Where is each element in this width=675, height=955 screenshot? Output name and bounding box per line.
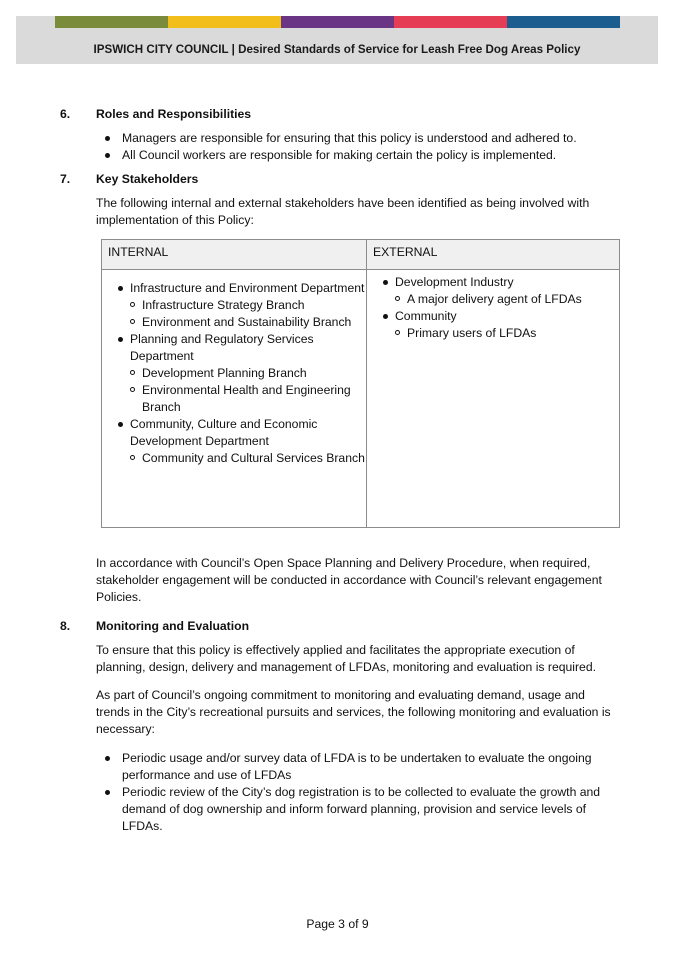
table-header-row	[102, 240, 620, 270]
sub-list	[130, 365, 366, 416]
table-row	[102, 270, 620, 528]
external-list	[367, 274, 619, 342]
strip-segment-purple	[281, 16, 394, 28]
list-item	[367, 274, 619, 308]
section-8-para-1: To ensure that this policy is effectively applied and facilitates the appropriate execution of planning, design, delivery and management of LFDAs, monitoring and evaluation is required.	[96, 643, 596, 674]
section-title: Monitoring and Evaluation	[96, 619, 250, 633]
section-8-bullets	[96, 750, 616, 835]
section-7-outro: In accordance with Council’s Open Space Planning and Delivery Procedure, when required, stakeholder engagement will be conducted in accordance with Council’s relevant engagement Policies.	[96, 556, 602, 604]
sub-list-item: Environment and Sustainability Branch	[130, 314, 366, 331]
section-number: 7.	[60, 172, 71, 186]
internal-list	[102, 280, 366, 467]
list-item: Managers are responsible for ensuring that this policy is understood and adhered to.	[96, 130, 616, 147]
sub-list	[395, 291, 619, 308]
page-number: Page 3 of 9	[306, 917, 369, 931]
sub-list-item: Development Planning Branch	[130, 365, 366, 382]
sub-list-item: Infrastructure Strategy Branch	[130, 297, 366, 314]
header-color-strip	[55, 16, 620, 28]
section-title: Key Stakeholders	[96, 172, 199, 186]
department-label: Infrastructure and Environment Department	[130, 281, 365, 295]
strip-segment-olive	[55, 16, 168, 28]
department-label: Community, Culture and Economic Development Department	[130, 417, 318, 448]
section-7-intro: The following internal and external stakeholders have been identified as being involved with implementation of this Policy:	[96, 196, 590, 227]
list-item: Periodic usage and/or survey data of LFDA is to be undertaken to evaluate the ongoing performance and use of LFDAs	[96, 750, 616, 784]
strip-segment-yellow	[168, 16, 281, 28]
sub-list-item: Primary users of LFDAs	[395, 325, 619, 342]
strip-segment-red	[394, 16, 507, 28]
list-item	[102, 416, 366, 467]
internal-cell	[102, 270, 367, 528]
stakeholder-label: Community	[395, 309, 457, 323]
internal-header: INTERNAL	[102, 240, 367, 270]
section-6-bullets	[96, 130, 616, 164]
sub-list	[130, 450, 366, 467]
sub-list	[395, 325, 619, 342]
external-cell	[367, 270, 620, 528]
sub-list	[130, 297, 366, 331]
section-number: 8.	[60, 619, 71, 633]
list-item: Periodic review of the City’s dog registration is to be collected to evaluate the growth and demand of dog ownership and inform forward planning, provision and service levels of LFDAs.	[96, 784, 616, 835]
list-item	[102, 280, 366, 331]
list-item: All Council workers are responsible for making certain the policy is implemented.	[96, 147, 616, 164]
sub-list-item: A major delivery agent of LFDAs	[395, 291, 619, 308]
external-header: EXTERNAL	[367, 240, 620, 270]
strip-segment-blue	[507, 16, 620, 28]
stakeholder-label: Development Industry	[395, 275, 514, 289]
list-item	[102, 331, 366, 416]
stakeholders-table	[101, 239, 620, 528]
section-number: 6.	[60, 107, 71, 121]
header-title: IPSWICH CITY COUNCIL | Desired Standards of Service for Leash Free Dog Areas Policy	[93, 43, 581, 56]
section-title: Roles and Responsibilities	[96, 107, 252, 121]
department-label: Planning and Regulatory Services Department	[130, 332, 314, 363]
list-item	[367, 308, 619, 342]
section-8-para-2: As part of Council’s ongoing commitment to monitoring and evaluating demand, usage and trends in the City’s recreational pursuits and services, the following monitoring and evaluation is necessary:	[96, 688, 611, 736]
sub-list-item: Community and Cultural Services Branch	[130, 450, 366, 467]
sub-list-item: Environmental Health and Engineering Branch	[130, 382, 366, 416]
